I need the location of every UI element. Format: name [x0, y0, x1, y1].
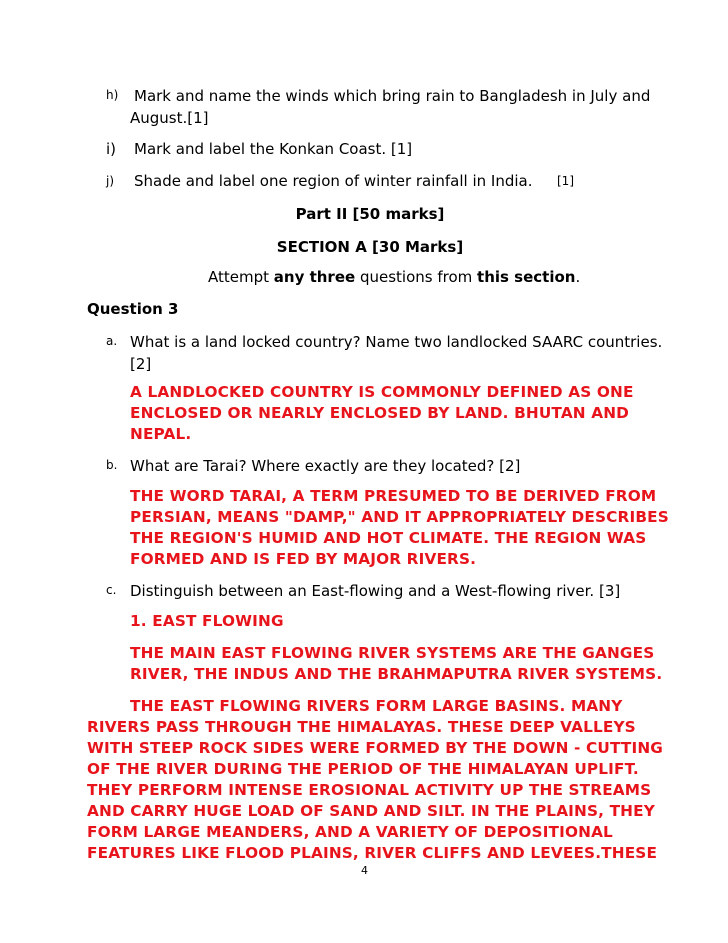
- page-number: 4: [361, 864, 368, 877]
- part-c-answer2-line7: FORM LARGE MEANDERS, AND A VARIETY OF DEPOSITIONAL: [87, 823, 613, 841]
- part-b-answer-line2: PERSIAN, MEANS "DAMP," AND IT APPROPRIATELY DESCRIBES: [130, 508, 669, 526]
- item-h-marker: h): [106, 88, 119, 102]
- instruction-bold-any-three: any three: [273, 268, 356, 286]
- instruction-bold-this-section: this section: [477, 268, 576, 286]
- part-b-marker: b.: [106, 458, 118, 472]
- part-b-question: What are Tarai? Where exactly are they located? [2]: [130, 457, 521, 475]
- part-a-question-line1: What is a land locked country? Name two landlocked SAARC countries.: [130, 333, 663, 351]
- part-a-answer-line2: ENCLOSED OR NEARLY ENCLOSED BY LAND. BHUTAN AND: [130, 404, 630, 422]
- instruction-text-pre: Attempt: [208, 268, 274, 286]
- item-i-marker: i): [106, 140, 117, 158]
- part-c-answer1-line2: RIVER, THE INDUS AND THE BRAHMAPUTRA RIVER SYSTEMS.: [130, 665, 663, 683]
- question-title: Question 3: [87, 300, 179, 318]
- part-c-answer2-line5: THEY PERFORM INTENSE EROSIONAL ACTIVITY UP THE STREAMS: [87, 781, 652, 799]
- item-i-text: Mark and label the Konkan Coast. [1]: [134, 140, 413, 158]
- part-b-answer-line1: THE WORD TARAI, A TERM PRESUMED TO BE DERIVED FROM: [130, 487, 657, 505]
- item-j-marks: [1]: [557, 174, 574, 188]
- part-c-answer2-line6: AND CARRY HUGE LOAD OF SAND AND SILT. IN THE PLAINS, THEY: [87, 802, 655, 820]
- item-h-text-line2: August.[1]: [130, 109, 209, 127]
- part-c-subheading: 1. EAST FLOWING: [130, 612, 284, 630]
- part-c-answer2-line4: OF THE RIVER DURING THE PERIOD OF THE HIMALAYAN UPLIFT.: [87, 760, 639, 778]
- part-b-answer-line3: THE REGION'S HUMID AND HOT CLIMATE. THE REGION WAS: [130, 529, 647, 547]
- part-c-question: Distinguish between an East-flowing and a West-flowing river. [3]: [130, 582, 621, 600]
- section-heading: SECTION A [30 Marks]: [276, 238, 464, 256]
- instruction-text-post: .: [575, 268, 581, 286]
- part-b-answer-line4: FORMED AND IS FED BY MAJOR RIVERS.: [130, 550, 477, 568]
- item-j-marker: j): [106, 174, 115, 188]
- part-a-question-line2: [2]: [130, 355, 152, 373]
- part-a-answer-line1: A LANDLOCKED COUNTRY IS COMMONLY DEFINED AS ONE: [130, 383, 634, 401]
- item-j-text: Shade and label one region of winter rainfall in India.: [134, 172, 533, 190]
- part-a-marker: a.: [106, 334, 118, 348]
- part-c-answer1-line1: THE MAIN EAST FLOWING RIVER SYSTEMS ARE THE GANGES: [130, 644, 655, 662]
- part-c-marker: c.: [106, 583, 117, 597]
- instruction-line: [208, 266, 580, 288]
- part-c-answer2-line1: THE EAST FLOWING RIVERS FORM LARGE BASINS. MANY: [130, 697, 623, 715]
- part-c-answer2-line3: WITH STEEP ROCK SIDES WERE FORMED BY THE DOWN - CUTTING: [87, 739, 663, 757]
- item-h-text-line1: Mark and name the winds which bring rain to Bangladesh in July and: [134, 87, 651, 105]
- instruction-text-mid: questions from: [355, 268, 478, 286]
- part-a-answer-line3: NEPAL.: [130, 425, 192, 443]
- part-c-answer2-line8: FEATURES LIKE FLOOD PLAINS, RIVER CLIFFS AND LEVEES.THESE: [87, 844, 658, 862]
- part-c-answer2-line2: RIVERS PASS THROUGH THE HIMALAYAS. THESE DEEP VALLEYS: [87, 718, 636, 736]
- part-heading: Part II [50 marks]: [295, 205, 445, 223]
